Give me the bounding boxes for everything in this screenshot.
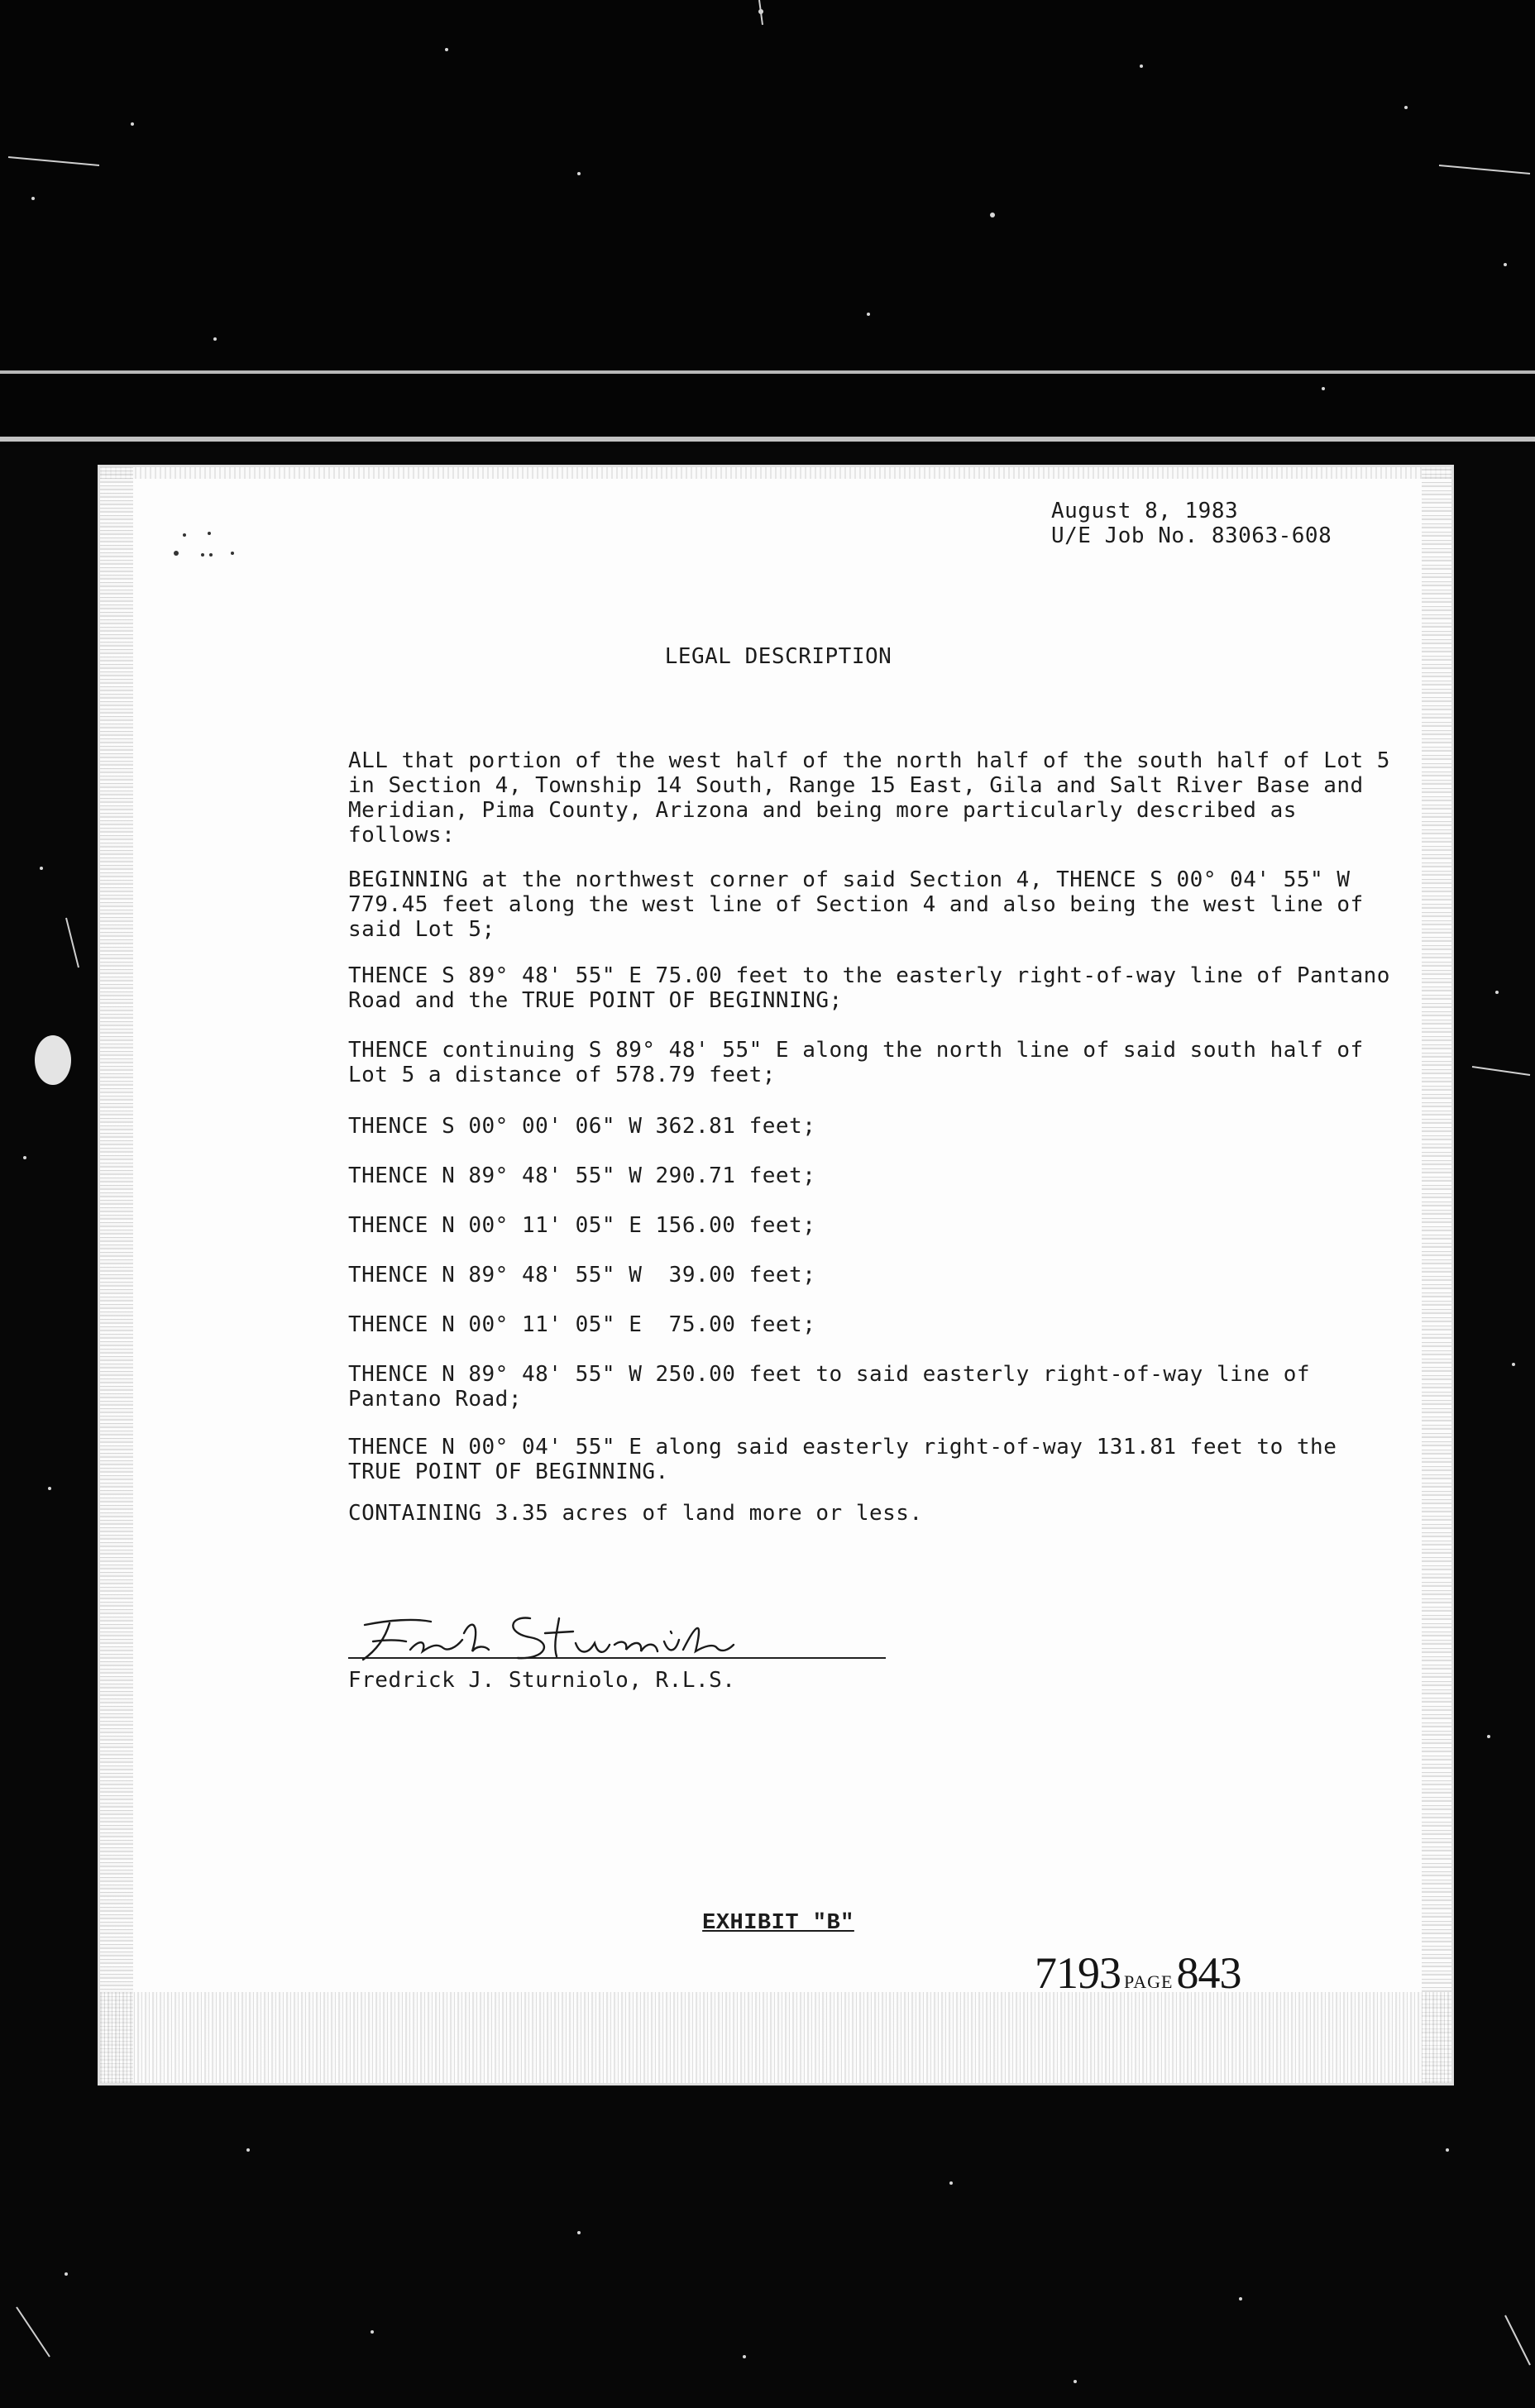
punch-marks (160, 527, 251, 560)
thence-paragraph: THENCE S 89° 48' 55" E 75.00 feet to the easterly right-of-way line of Pantano Road and the TRUE POINT OF BEGINNING; (348, 963, 1390, 1013)
scan-edge (100, 467, 133, 2083)
signer-name: Fredrick J. Sturniolo, R.L.S. (348, 1668, 736, 1693)
intro-paragraph: ALL that portion of the west half of the north half of the south half of Lot 5 in Section 4, Township 14 South, Range 15 East, Gila and Salt River Base and Meridian, Pima County, Arizona and being more particularly described as follows: (348, 748, 1390, 848)
book-number: 7193 (1035, 1948, 1121, 1998)
course-line: THENCE S 00° 00' 06" W 362.81 feet; (348, 1114, 816, 1139)
scan-rule-line (0, 437, 1535, 442)
job-number: U/E Job No. 83063-608 (1051, 523, 1332, 548)
recording-stamp (1035, 1947, 1241, 1999)
scan-edge (100, 467, 1451, 479)
document-date: August 8, 1983 (1051, 499, 1239, 523)
beginning-paragraph: BEGINNING at the northwest corner of said Section 4, THENCE S 00° 04' 55" W 779.45 feet along the west line of Section 4 and also being the west line of said Lot 5; (348, 867, 1364, 942)
thence-paragraph: THENCE N 00° 04' 55" E along said easterly right-of-way 131.81 feet to the TRUE POINT OF BEGINNING. (348, 1435, 1337, 1484)
document-page (98, 465, 1454, 2086)
course-line: THENCE N 00° 11' 05" E 156.00 feet; (348, 1213, 816, 1238)
scan-top-margin (0, 0, 1535, 447)
page-number: 843 (1176, 1948, 1241, 1998)
thence-paragraph: THENCE N 89° 48' 55" W 250.00 feet to said easterly right-of-way line of Pantano Road; (348, 1362, 1311, 1412)
scan-edge (100, 1992, 1451, 2083)
course-line: THENCE N 00° 11' 05" E 75.00 feet; (348, 1312, 816, 1337)
course-line: THENCE N 89° 48' 55" W 290.71 feet; (348, 1163, 816, 1188)
page-label: PAGE (1124, 1971, 1174, 1992)
thence-paragraph: THENCE continuing S 89° 48' 55" E along the north line of said south half of Lot 5 a distance of 578.79 feet; (348, 1038, 1364, 1087)
scan-rule-line (0, 370, 1535, 374)
scan-edge (1422, 467, 1451, 2083)
document-title: LEGAL DESCRIPTION (664, 644, 892, 669)
course-line: THENCE N 89° 48' 55" W 39.00 feet; (348, 1263, 816, 1288)
exhibit-label: EXHIBIT "B" (702, 1911, 854, 1936)
handwritten-signature (340, 1600, 886, 1666)
acreage-statement: CONTAINING 3.35 acres of land more or less. (348, 1501, 923, 1526)
